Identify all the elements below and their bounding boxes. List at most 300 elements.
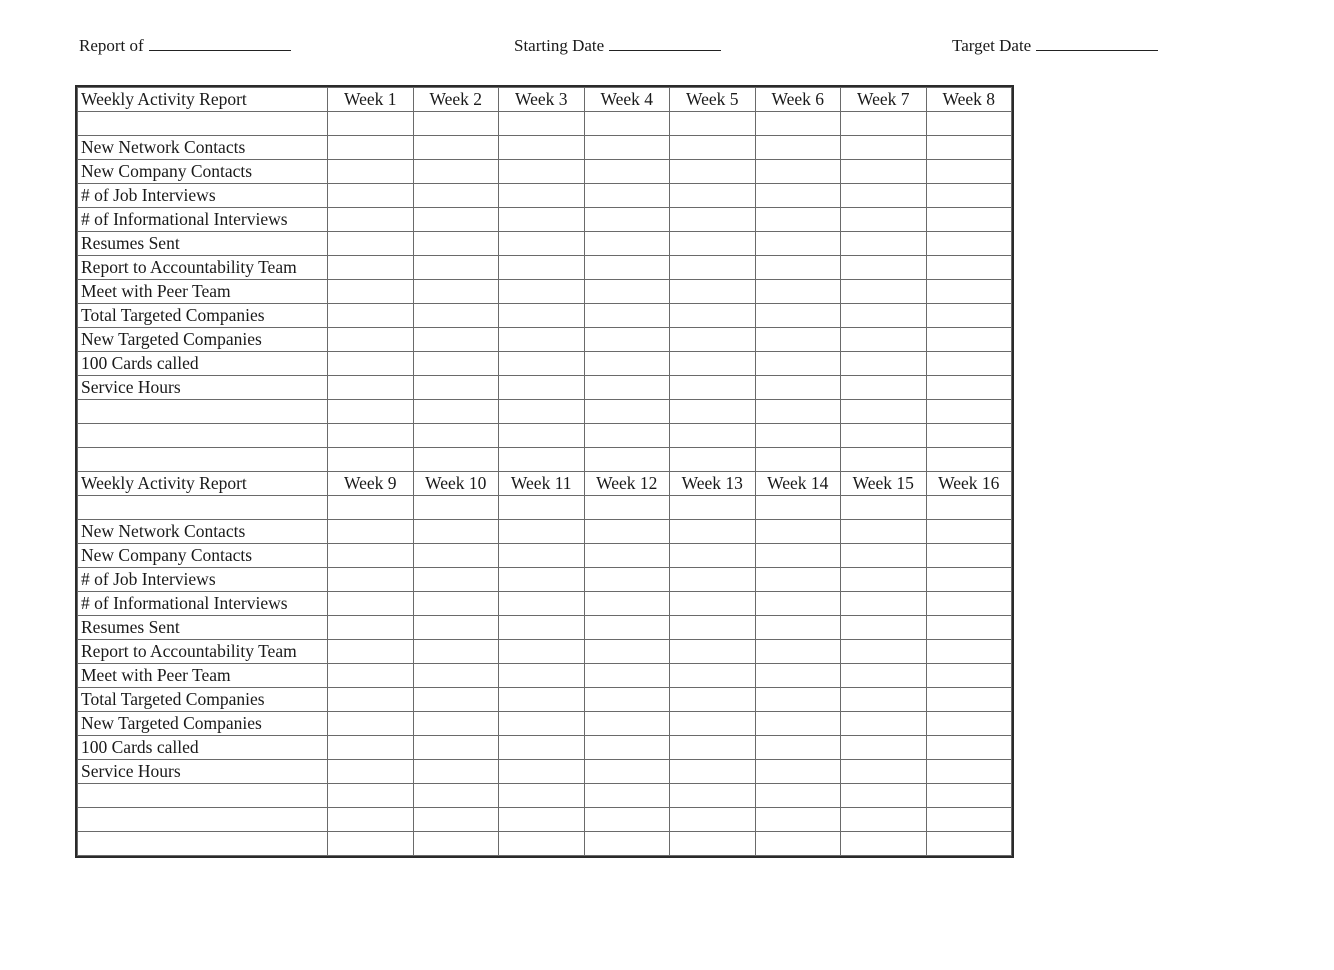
entry-cell[interactable] xyxy=(670,832,756,856)
entry-cell[interactable] xyxy=(670,496,756,520)
entry-cell[interactable] xyxy=(670,400,756,424)
activity-label: # of Informational Interviews xyxy=(78,592,328,616)
entry-cell[interactable] xyxy=(413,208,499,232)
entry-cell[interactable] xyxy=(926,544,1012,568)
entry-cell[interactable] xyxy=(755,304,841,328)
activity-row xyxy=(78,688,1012,712)
entry-cell[interactable] xyxy=(328,376,414,400)
entry-cell[interactable] xyxy=(670,232,756,256)
blank-label-cell xyxy=(78,784,328,808)
week-header: Week 13 xyxy=(670,472,756,496)
entry-cell[interactable] xyxy=(328,832,414,856)
section-title: Weekly Activity Report xyxy=(78,88,328,112)
entry-cell[interactable] xyxy=(499,832,585,856)
entry-cell[interactable] xyxy=(413,304,499,328)
entry-cell[interactable] xyxy=(755,160,841,184)
entry-cell[interactable] xyxy=(499,280,585,304)
entry-cell[interactable] xyxy=(584,640,670,664)
activity-label: Service Hours xyxy=(78,760,328,784)
entry-cell[interactable] xyxy=(841,352,927,376)
entry-cell[interactable] xyxy=(499,712,585,736)
entry-cell[interactable] xyxy=(413,736,499,760)
entry-cell[interactable] xyxy=(499,256,585,280)
activity-label: Resumes Sent xyxy=(78,232,328,256)
entry-cell[interactable] xyxy=(841,160,927,184)
entry-cell[interactable] xyxy=(670,352,756,376)
entry-cell[interactable] xyxy=(328,400,414,424)
activity-row xyxy=(78,520,1012,544)
entry-cell[interactable] xyxy=(670,448,756,472)
entry-cell[interactable] xyxy=(499,448,585,472)
entry-cell[interactable] xyxy=(413,808,499,832)
entry-cell[interactable] xyxy=(413,328,499,352)
entry-cell[interactable] xyxy=(670,184,756,208)
target-date-blank[interactable] xyxy=(1036,36,1158,51)
entry-cell[interactable] xyxy=(670,568,756,592)
activity-row xyxy=(78,712,1012,736)
entry-cell[interactable] xyxy=(755,760,841,784)
entry-cell[interactable] xyxy=(755,448,841,472)
entry-cell[interactable] xyxy=(413,160,499,184)
entry-cell[interactable] xyxy=(499,352,585,376)
entry-cell[interactable] xyxy=(328,184,414,208)
entry-cell[interactable] xyxy=(584,784,670,808)
entry-cell[interactable] xyxy=(841,688,927,712)
entry-cell[interactable] xyxy=(926,688,1012,712)
entry-cell[interactable] xyxy=(413,520,499,544)
week-header: Week 4 xyxy=(584,88,670,112)
entry-cell[interactable] xyxy=(926,232,1012,256)
entry-cell[interactable] xyxy=(413,568,499,592)
entry-cell[interactable] xyxy=(841,760,927,784)
entry-cell[interactable] xyxy=(926,712,1012,736)
entry-cell[interactable] xyxy=(755,328,841,352)
entry-cell[interactable] xyxy=(670,376,756,400)
entry-cell[interactable] xyxy=(328,784,414,808)
activity-label: 100 Cards called xyxy=(78,736,328,760)
activity-label: New Network Contacts xyxy=(78,136,328,160)
entry-cell[interactable] xyxy=(841,256,927,280)
activity-row xyxy=(78,280,1012,304)
blank-label-cell xyxy=(78,400,328,424)
entry-cell[interactable] xyxy=(413,712,499,736)
entry-cell[interactable] xyxy=(841,328,927,352)
entry-cell[interactable] xyxy=(755,232,841,256)
entry-cell[interactable] xyxy=(755,520,841,544)
entry-cell[interactable] xyxy=(499,784,585,808)
entry-cell[interactable] xyxy=(755,688,841,712)
entry-cell[interactable] xyxy=(584,136,670,160)
week-header: Week 8 xyxy=(926,88,1012,112)
entry-cell[interactable] xyxy=(926,448,1012,472)
entry-cell[interactable] xyxy=(584,568,670,592)
entry-cell[interactable] xyxy=(755,280,841,304)
entry-cell[interactable] xyxy=(328,664,414,688)
entry-cell[interactable] xyxy=(841,496,927,520)
entry-cell[interactable] xyxy=(841,712,927,736)
entry-cell[interactable] xyxy=(584,424,670,448)
entry-cell[interactable] xyxy=(328,808,414,832)
entry-cell[interactable] xyxy=(413,496,499,520)
entry-cell[interactable] xyxy=(499,208,585,232)
entry-cell[interactable] xyxy=(926,304,1012,328)
entry-cell[interactable] xyxy=(499,136,585,160)
entry-cell[interactable] xyxy=(755,352,841,376)
entry-cell[interactable] xyxy=(584,448,670,472)
entry-cell[interactable] xyxy=(328,640,414,664)
target-date-label: Target Date xyxy=(952,36,1032,55)
entry-cell[interactable] xyxy=(755,640,841,664)
entry-cell[interactable] xyxy=(841,208,927,232)
entry-cell[interactable] xyxy=(926,592,1012,616)
entry-cell[interactable] xyxy=(499,592,585,616)
entry-cell[interactable] xyxy=(584,760,670,784)
entry-cell[interactable] xyxy=(926,496,1012,520)
entry-cell[interactable] xyxy=(926,184,1012,208)
blank-row xyxy=(78,808,1012,832)
entry-cell[interactable] xyxy=(584,328,670,352)
entry-cell[interactable] xyxy=(926,352,1012,376)
entry-cell[interactable] xyxy=(841,616,927,640)
entry-cell[interactable] xyxy=(328,136,414,160)
activity-label: New Network Contacts xyxy=(78,520,328,544)
report-of-blank[interactable] xyxy=(149,36,291,51)
entry-cell[interactable] xyxy=(926,640,1012,664)
entry-cell[interactable] xyxy=(499,736,585,760)
entry-cell[interactable] xyxy=(584,208,670,232)
entry-cell[interactable] xyxy=(328,616,414,640)
entry-cell[interactable] xyxy=(584,520,670,544)
entry-cell[interactable] xyxy=(926,568,1012,592)
entry-cell[interactable] xyxy=(841,280,927,304)
entry-cell[interactable] xyxy=(755,664,841,688)
entry-cell[interactable] xyxy=(584,400,670,424)
entry-cell[interactable] xyxy=(926,424,1012,448)
activity-label: New Company Contacts xyxy=(78,544,328,568)
activity-label: Total Targeted Companies xyxy=(78,304,328,328)
entry-cell[interactable] xyxy=(841,424,927,448)
entry-cell[interactable] xyxy=(499,520,585,544)
entry-cell[interactable] xyxy=(670,208,756,232)
activity-label: New Targeted Companies xyxy=(78,712,328,736)
entry-cell[interactable] xyxy=(413,112,499,136)
entry-cell[interactable] xyxy=(926,808,1012,832)
entry-cell[interactable] xyxy=(926,832,1012,856)
target-date-field xyxy=(952,36,1158,56)
entry-cell[interactable] xyxy=(328,760,414,784)
entry-cell[interactable] xyxy=(413,616,499,640)
entry-cell[interactable] xyxy=(926,208,1012,232)
entry-cell[interactable] xyxy=(584,544,670,568)
entry-cell[interactable] xyxy=(670,736,756,760)
entry-cell[interactable] xyxy=(841,520,927,544)
entry-cell[interactable] xyxy=(328,496,414,520)
entry-cell[interactable] xyxy=(926,784,1012,808)
entry-cell[interactable] xyxy=(499,496,585,520)
entry-cell[interactable] xyxy=(926,760,1012,784)
entry-cell[interactable] xyxy=(670,136,756,160)
week-header: Week 6 xyxy=(755,88,841,112)
entry-cell[interactable] xyxy=(670,160,756,184)
entry-cell[interactable] xyxy=(328,328,414,352)
entry-cell[interactable] xyxy=(584,376,670,400)
section-title: Weekly Activity Report xyxy=(78,472,328,496)
entry-cell[interactable] xyxy=(584,256,670,280)
entry-cell[interactable] xyxy=(670,760,756,784)
activity-label: 100 Cards called xyxy=(78,352,328,376)
activity-row xyxy=(78,160,1012,184)
entry-cell[interactable] xyxy=(328,448,414,472)
entry-cell[interactable] xyxy=(755,424,841,448)
entry-cell[interactable] xyxy=(926,400,1012,424)
entry-cell[interactable] xyxy=(328,568,414,592)
entry-cell[interactable] xyxy=(413,640,499,664)
entry-cell[interactable] xyxy=(499,640,585,664)
entry-cell[interactable] xyxy=(841,304,927,328)
entry-cell[interactable] xyxy=(670,280,756,304)
entry-cell[interactable] xyxy=(841,784,927,808)
entry-cell[interactable] xyxy=(413,448,499,472)
entry-cell[interactable] xyxy=(670,808,756,832)
entry-cell[interactable] xyxy=(584,280,670,304)
entry-cell[interactable] xyxy=(413,376,499,400)
entry-cell[interactable] xyxy=(670,304,756,328)
entry-cell[interactable] xyxy=(755,136,841,160)
entry-cell[interactable] xyxy=(584,616,670,640)
entry-cell[interactable] xyxy=(841,376,927,400)
entry-cell[interactable] xyxy=(755,568,841,592)
entry-cell[interactable] xyxy=(841,640,927,664)
entry-cell[interactable] xyxy=(755,544,841,568)
entry-cell[interactable] xyxy=(670,544,756,568)
activity-row xyxy=(78,736,1012,760)
entry-cell[interactable] xyxy=(413,424,499,448)
entry-cell[interactable] xyxy=(841,664,927,688)
entry-cell[interactable] xyxy=(584,832,670,856)
entry-cell[interactable] xyxy=(328,112,414,136)
blank-label-cell xyxy=(78,424,328,448)
entry-cell[interactable] xyxy=(413,760,499,784)
entry-cell[interactable] xyxy=(755,832,841,856)
entry-cell[interactable] xyxy=(841,448,927,472)
entry-cell[interactable] xyxy=(755,256,841,280)
entry-cell[interactable] xyxy=(499,376,585,400)
report-of-label: Report of xyxy=(79,36,144,55)
week-header: Week 3 xyxy=(499,88,585,112)
week-header: Week 12 xyxy=(584,472,670,496)
activity-report-table xyxy=(77,87,1012,856)
entry-cell[interactable] xyxy=(841,400,927,424)
entry-cell[interactable] xyxy=(413,232,499,256)
entry-cell[interactable] xyxy=(413,784,499,808)
entry-cell[interactable] xyxy=(499,184,585,208)
blank-label-cell xyxy=(78,496,328,520)
entry-cell[interactable] xyxy=(584,808,670,832)
entry-cell[interactable] xyxy=(755,712,841,736)
activity-row xyxy=(78,208,1012,232)
entry-cell[interactable] xyxy=(328,232,414,256)
entry-cell[interactable] xyxy=(584,304,670,328)
entry-cell[interactable] xyxy=(584,712,670,736)
entry-cell[interactable] xyxy=(670,592,756,616)
entry-cell[interactable] xyxy=(926,280,1012,304)
entry-cell[interactable] xyxy=(670,424,756,448)
entry-cell[interactable] xyxy=(499,424,585,448)
entry-cell[interactable] xyxy=(328,592,414,616)
entry-cell[interactable] xyxy=(670,328,756,352)
entry-cell[interactable] xyxy=(499,760,585,784)
entry-cell[interactable] xyxy=(328,520,414,544)
entry-cell[interactable] xyxy=(841,592,927,616)
starting-date-blank[interactable] xyxy=(609,36,721,51)
entry-cell[interactable] xyxy=(328,352,414,376)
activity-label: Report to Accountability Team xyxy=(78,640,328,664)
entry-cell[interactable] xyxy=(670,640,756,664)
entry-cell[interactable] xyxy=(413,256,499,280)
entry-cell[interactable] xyxy=(926,616,1012,640)
activity-label: Resumes Sent xyxy=(78,616,328,640)
blank-label-cell xyxy=(78,832,328,856)
entry-cell[interactable] xyxy=(413,832,499,856)
entry-cell[interactable] xyxy=(413,352,499,376)
entry-cell[interactable] xyxy=(413,400,499,424)
entry-cell[interactable] xyxy=(499,664,585,688)
entry-cell[interactable] xyxy=(328,424,414,448)
week-header: Week 1 xyxy=(328,88,414,112)
activity-label: # of Job Interviews xyxy=(78,184,328,208)
entry-cell[interactable] xyxy=(670,112,756,136)
entry-cell[interactable] xyxy=(926,520,1012,544)
entry-cell[interactable] xyxy=(499,568,585,592)
entry-cell[interactable] xyxy=(755,736,841,760)
entry-cell[interactable] xyxy=(670,712,756,736)
activity-row xyxy=(78,376,1012,400)
entry-cell[interactable] xyxy=(499,232,585,256)
entry-cell[interactable] xyxy=(755,184,841,208)
entry-cell[interactable] xyxy=(755,400,841,424)
entry-cell[interactable] xyxy=(755,112,841,136)
blank-label-cell xyxy=(78,112,328,136)
entry-cell[interactable] xyxy=(584,592,670,616)
entry-cell[interactable] xyxy=(413,664,499,688)
entry-cell[interactable] xyxy=(841,544,927,568)
entry-cell[interactable] xyxy=(499,400,585,424)
entry-cell[interactable] xyxy=(926,136,1012,160)
entry-cell[interactable] xyxy=(328,280,414,304)
entry-cell[interactable] xyxy=(328,208,414,232)
entry-cell[interactable] xyxy=(670,688,756,712)
entry-cell[interactable] xyxy=(413,544,499,568)
entry-cell[interactable] xyxy=(926,256,1012,280)
week-header: Week 11 xyxy=(499,472,585,496)
report-of-field xyxy=(79,36,291,56)
entry-cell[interactable] xyxy=(499,544,585,568)
activity-label: # of Informational Interviews xyxy=(78,208,328,232)
entry-cell[interactable] xyxy=(755,592,841,616)
entry-cell[interactable] xyxy=(499,328,585,352)
entry-cell[interactable] xyxy=(670,616,756,640)
entry-cell[interactable] xyxy=(413,136,499,160)
entry-cell[interactable] xyxy=(926,160,1012,184)
blank-row xyxy=(78,448,1012,472)
entry-cell[interactable] xyxy=(841,112,927,136)
entry-cell[interactable] xyxy=(670,520,756,544)
entry-cell[interactable] xyxy=(499,112,585,136)
entry-cell[interactable] xyxy=(584,736,670,760)
blank-label-cell xyxy=(78,808,328,832)
entry-cell[interactable] xyxy=(755,496,841,520)
week-header: Week 16 xyxy=(926,472,1012,496)
entry-cell[interactable] xyxy=(413,592,499,616)
entry-cell[interactable] xyxy=(328,304,414,328)
entry-cell[interactable] xyxy=(841,808,927,832)
entry-cell[interactable] xyxy=(841,184,927,208)
entry-cell[interactable] xyxy=(670,784,756,808)
entry-cell[interactable] xyxy=(584,232,670,256)
activity-label: Report to Accountability Team xyxy=(78,256,328,280)
entry-cell[interactable] xyxy=(328,256,414,280)
entry-cell[interactable] xyxy=(328,688,414,712)
entry-cell[interactable] xyxy=(584,112,670,136)
entry-cell[interactable] xyxy=(499,688,585,712)
entry-cell[interactable] xyxy=(499,808,585,832)
entry-cell[interactable] xyxy=(499,160,585,184)
entry-cell[interactable] xyxy=(755,376,841,400)
entry-cell[interactable] xyxy=(926,736,1012,760)
week-header: Week 9 xyxy=(328,472,414,496)
activity-report-sheet xyxy=(75,85,1014,858)
blank-row xyxy=(78,784,1012,808)
entry-cell[interactable] xyxy=(499,304,585,328)
section-header-row xyxy=(78,472,1012,496)
entry-cell[interactable] xyxy=(926,664,1012,688)
entry-cell[interactable] xyxy=(926,112,1012,136)
entry-cell[interactable] xyxy=(328,160,414,184)
entry-cell[interactable] xyxy=(328,712,414,736)
entry-cell[interactable] xyxy=(328,736,414,760)
entry-cell[interactable] xyxy=(670,256,756,280)
entry-cell[interactable] xyxy=(841,232,927,256)
blank-row xyxy=(78,112,1012,136)
blank-row xyxy=(78,496,1012,520)
entry-cell[interactable] xyxy=(584,496,670,520)
activity-row xyxy=(78,616,1012,640)
entry-cell[interactable] xyxy=(584,352,670,376)
entry-cell[interactable] xyxy=(841,568,927,592)
entry-cell[interactable] xyxy=(413,184,499,208)
entry-cell[interactable] xyxy=(413,280,499,304)
entry-cell[interactable] xyxy=(584,160,670,184)
entry-cell[interactable] xyxy=(755,208,841,232)
entry-cell[interactable] xyxy=(926,376,1012,400)
entry-cell[interactable] xyxy=(670,664,756,688)
entry-cell[interactable] xyxy=(584,664,670,688)
entry-cell[interactable] xyxy=(755,808,841,832)
entry-cell[interactable] xyxy=(755,784,841,808)
entry-cell[interactable] xyxy=(841,136,927,160)
entry-cell[interactable] xyxy=(584,688,670,712)
entry-cell[interactable] xyxy=(755,616,841,640)
entry-cell[interactable] xyxy=(413,688,499,712)
entry-cell[interactable] xyxy=(841,736,927,760)
entry-cell[interactable] xyxy=(584,184,670,208)
blank-row xyxy=(78,400,1012,424)
entry-cell[interactable] xyxy=(499,616,585,640)
entry-cell[interactable] xyxy=(328,544,414,568)
entry-cell[interactable] xyxy=(841,832,927,856)
activity-row xyxy=(78,256,1012,280)
entry-cell[interactable] xyxy=(926,328,1012,352)
